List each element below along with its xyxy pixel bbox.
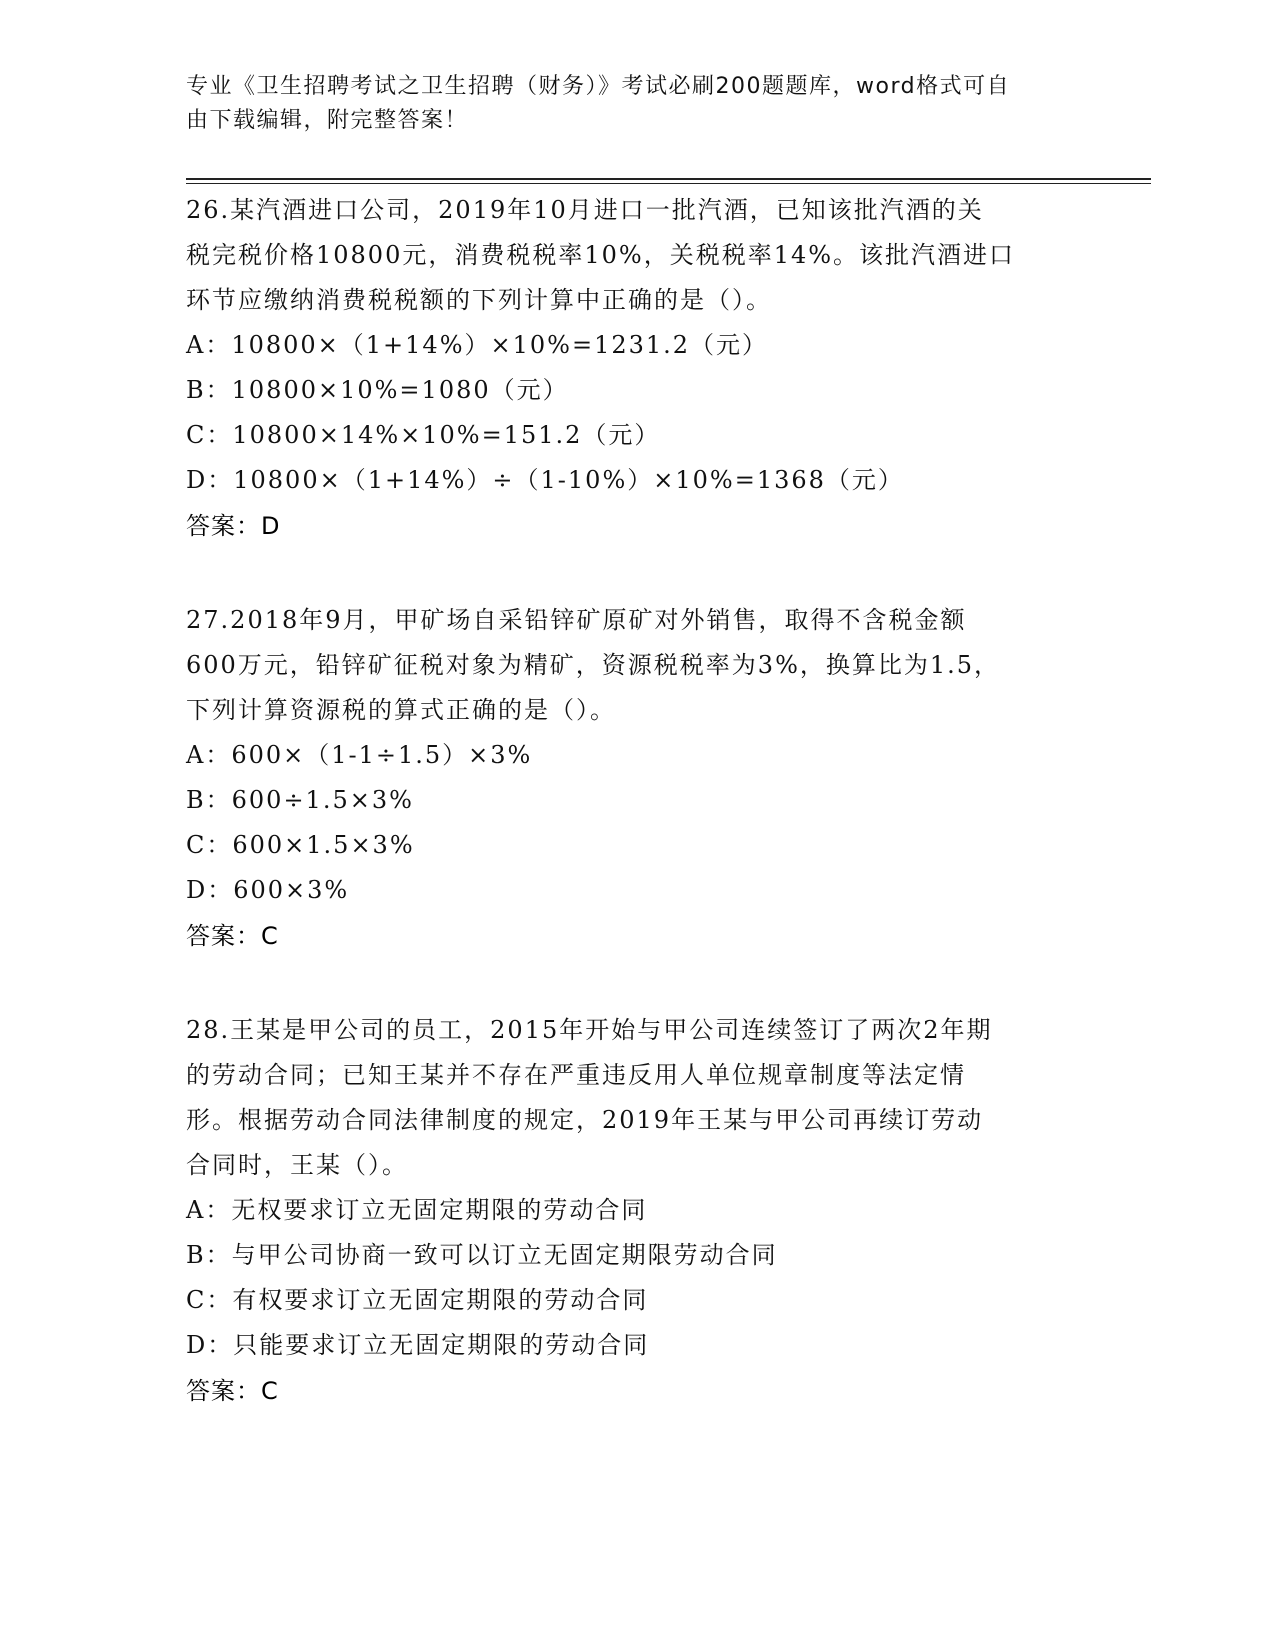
question-27 [186,598,1086,959]
option-c: C：有权要求订立无固定期限的劳动合同 [186,1286,649,1314]
answer-label: 答案：D [186,512,281,540]
option-b: B：与甲公司协商一致可以订立无固定期限劳动合同 [186,1241,778,1269]
option-d: D：10800×（1+14%）÷（1-10%）×10%=1368（元） [186,466,904,494]
question-stem-line: 600万元，铅锌矿征税对象为精矿，资源税税率为3%，换算比为1.5， [186,651,1001,679]
option-d: D：只能要求订立无固定期限的劳动合同 [186,1331,650,1359]
option-c: C：10800×14%×10%=151.2（元） [186,421,661,449]
header-divider-thin [186,183,1151,184]
question-stem-line: 税完税价格10800元，消费税税率10%，关税税率14%。该批汽酒进口 [186,241,1016,269]
header-divider-thick [186,178,1151,180]
option-b: B：600÷1.5×3% [186,786,414,814]
question-26 [186,188,1086,549]
question-stem-line: 环节应缴纳消费税税额的下列计算中正确的是（）。 [186,286,772,314]
option-a: A：600×（1-1÷1.5）×3% [186,741,533,769]
question-stem-line: 合同时，王某（）。 [186,1151,408,1179]
answer-label: 答案：C [186,922,279,950]
header-line-1: 专业《卫生招聘考试之卫生招聘（财务）》考试必刷200题题库，word格式可自 [186,74,1011,99]
question-stem-line: 27.2018年9月，甲矿场自采铅锌矿原矿对外销售，取得不含税金额 [186,606,967,634]
question-28 [186,1008,1086,1414]
question-stem-line: 下列计算资源税的算式正确的是（）。 [186,696,616,724]
question-stem-line: 的劳动合同；已知王某并不存在严重违反用人单位规章制度等法定情 [186,1061,966,1089]
question-stem-line: 26.某汽酒进口公司，2019年10月进口一批汽酒，已知该批汽酒的关 [186,196,984,224]
answer-label: 答案：C [186,1377,279,1405]
document-header [186,70,1086,138]
option-a: A：10800×（1+14%）×10%=1231.2（元） [186,331,769,359]
question-stem-line: 28.王某是甲公司的员工，2015年开始与甲公司连续签订了两次2年期 [186,1016,993,1044]
option-d: D：600×3% [186,876,350,904]
option-b: B：10800×10%=1080（元） [186,376,569,404]
option-a: A：无权要求订立无固定期限的劳动合同 [186,1196,648,1224]
header-line-2: 由下载编辑，附完整答案！ [186,108,469,133]
question-stem-line: 形。根据劳动合同法律制度的规定，2019年王某与甲公司再续订劳动 [186,1106,984,1134]
option-c: C：600×1.5×3% [186,831,415,859]
